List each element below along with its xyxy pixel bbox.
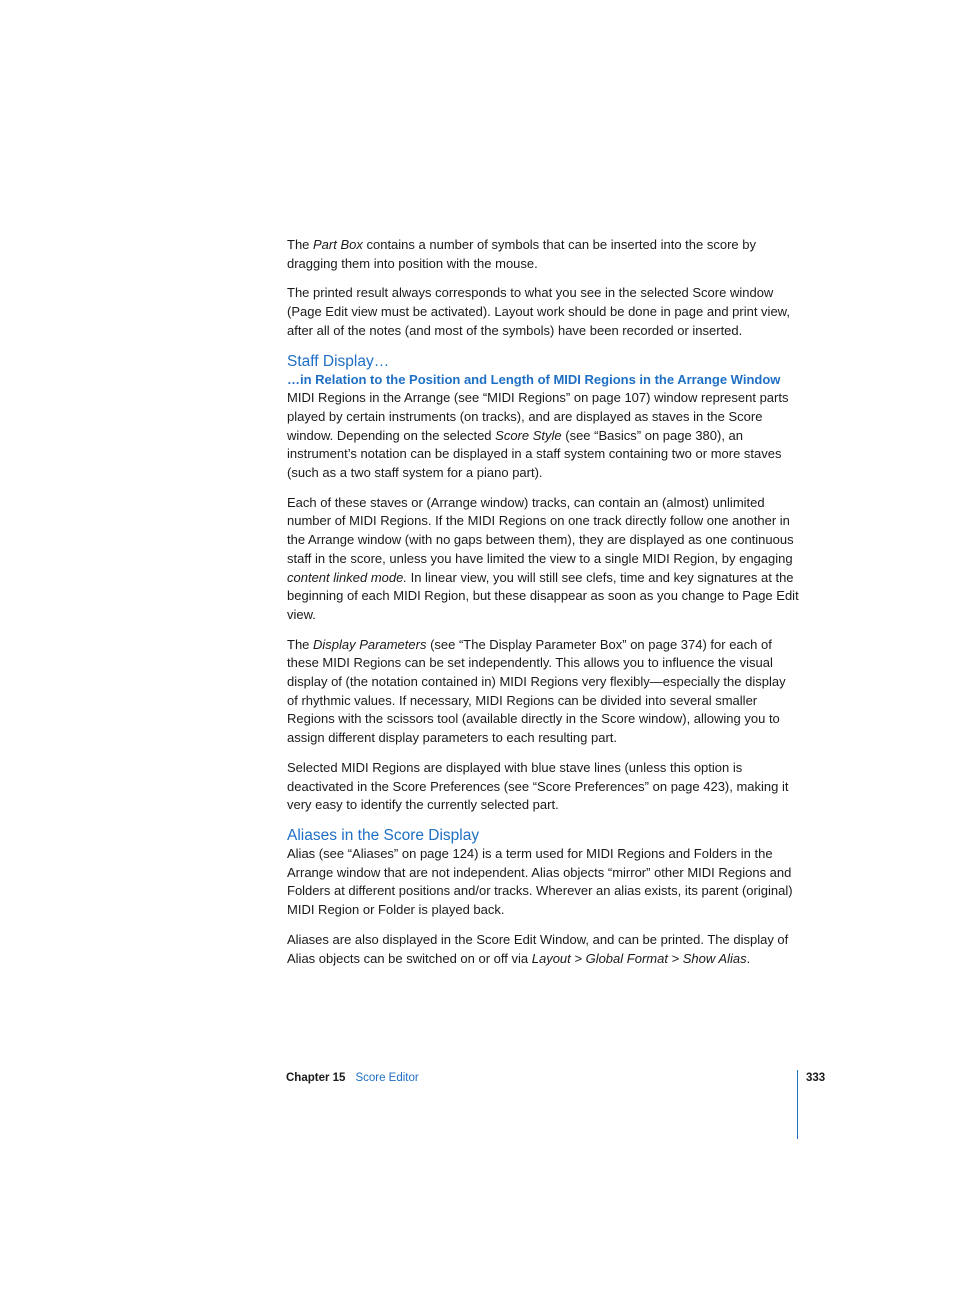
page-number: 333: [806, 1072, 826, 1084]
paragraph-printed-result: The printed result always corresponds to what you see in the selected Score window (Page Edit view must be activated). Layout work should be done in page and print view, after all of the notes (and most of the symbols) have been recorded or inserted.: [287, 285, 790, 338]
heading-staff-display: Staff Display…: [287, 352, 390, 370]
term-part-box: Part Box: [313, 237, 363, 252]
paragraph-staves-tracks: Each of these staves or (Arrange window) tracks, can contain an (almost) unlimited number of MIDI Regions. If the MIDI Regions on one track directly follow one another in the Arrange window (with no gaps between them), they are displayed as one continuous staff in the score, unless you have limited the view to a single MIDI Region, by engaging content linked mode. In linear view, you will still see clefs, time and key signatures at the beginning of each MIDI Region, but these disappear as soon as you change to Page Edit view.: [287, 494, 799, 622]
heading-aliases: Aliases in the Score Display: [287, 826, 480, 844]
menu-path-show-alias: Layout > Global Format > Show Alias: [531, 950, 747, 966]
footer-chapter: Chapter 15: [286, 1072, 346, 1084]
term-score-style: Score Style: [495, 427, 562, 443]
paragraph-part-box: The Part Box contains a number of symbols that can be inserted into the score by dragging them into position with the mouse.: [287, 237, 756, 271]
term-content-linked-mode: content linked mode.: [287, 569, 407, 585]
subheading-relation-position: …in Relation to the Position and Length of MIDI Regions in the Arrange Window: [287, 371, 781, 387]
footer-divider: [797, 1070, 798, 1139]
page-footer: [286, 1070, 419, 1086]
paragraph-alias-display: Aliases are also displayed in the Score Edit Window, and can be printed. The display of Alias objects can be switched on or off via Layout > Global Format > Show Alias.: [287, 931, 789, 966]
term-display-parameters: Display Parameters: [313, 636, 427, 652]
page-body: [287, 236, 799, 979]
paragraph-midi-regions: MIDI Regions in the Arrange (see “MIDI Regions” on page 107) window represent parts played by certain instruments (on tracks), and are displayed as staves in the Score window. Depending on the selected Score Style (see “Basics” on page 380), an instrument’s notation can be displayed in a staff system containing two or more staves (such as a two staff system for a piano part).: [287, 390, 789, 481]
paragraph-alias-definition: Alias (see “Aliases” on page 124) is a term used for MIDI Regions and Folders in the Arrange window that are not independent. Alias objects “mirror” other MIDI Regions and Folders at different positions and/or tracks. Wherever an alias exists, its parent (original) MIDI Region or Folder is played back.: [287, 845, 793, 918]
paragraph-selected-regions: Selected MIDI Regions are displayed with blue stave lines (unless this option is deactivated in the Score Preferences (see “Score Preferences” on page 423), making it very easy to identify the currently selected part.: [287, 759, 789, 813]
paragraph-display-parameters: The Display Parameters (see “The Display Parameter Box” on page 374) for each of these MIDI Regions can be set independently. This allows you to influence the visual display of (the notation contained in) MIDI Regions very flexibly—especially the display of rhythmic values. If necessary, MIDI Regions can be divided into several smaller Regions with the scissors tool (available directly in the Score window), allowing you to assign different display parameters to each resulting part.: [287, 636, 786, 746]
footer-chapter-title: Score Editor: [355, 1072, 419, 1084]
